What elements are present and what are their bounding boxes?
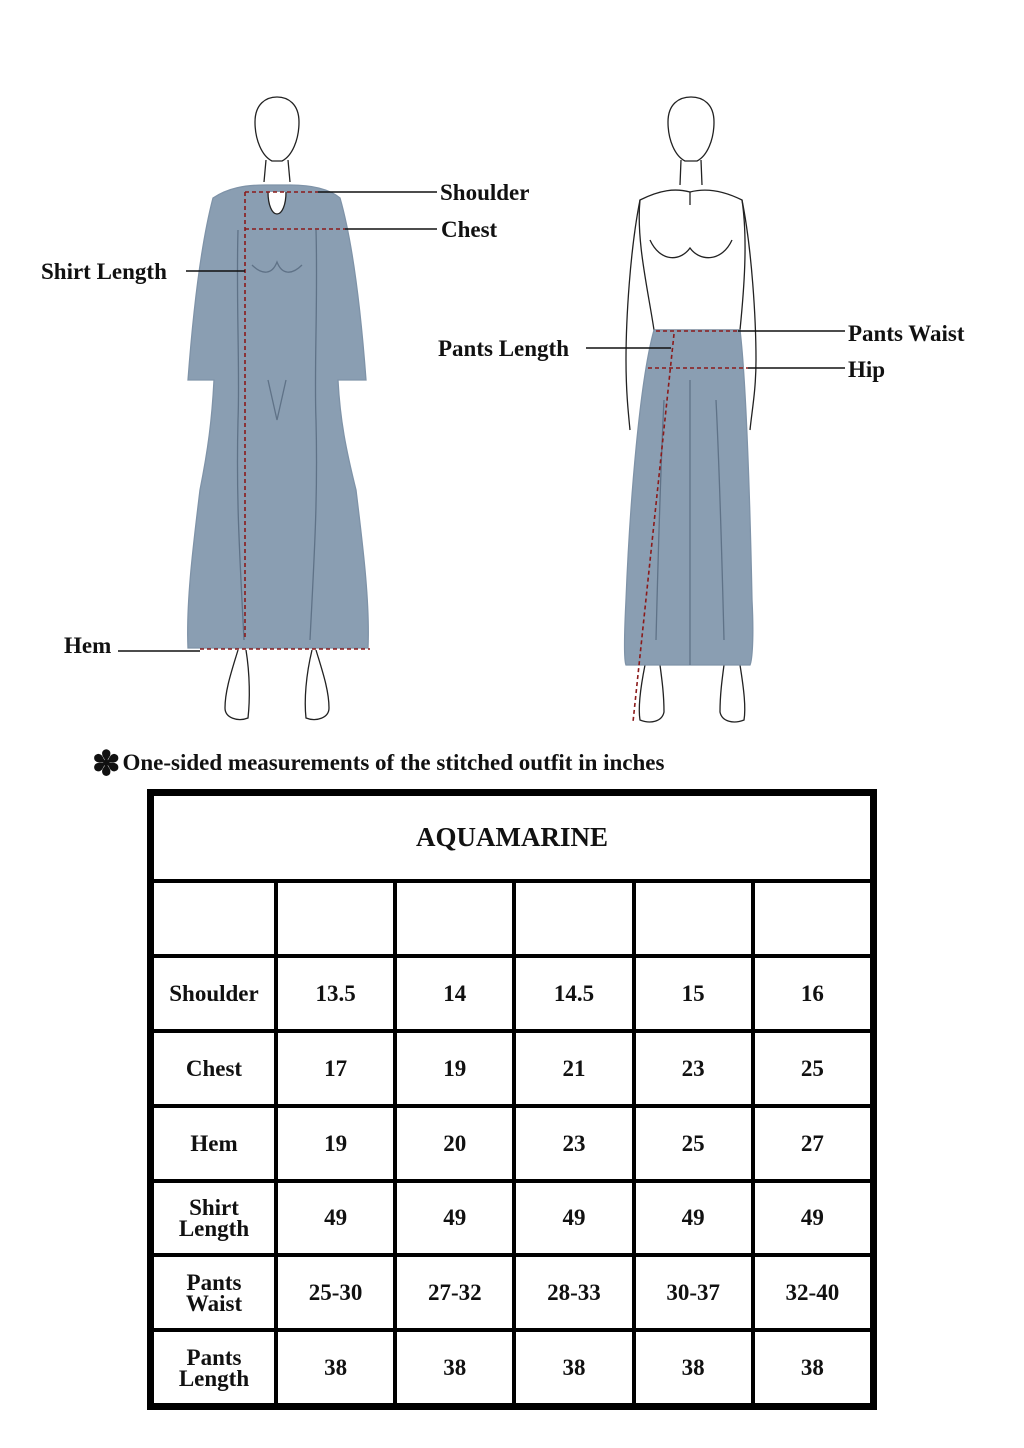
table-cell: 49: [634, 1181, 753, 1256]
note-text: One-sided measurements of the stitched outfit in inches: [122, 750, 665, 775]
size-header-row: [152, 881, 872, 956]
table-row-pants-length: [152, 1330, 872, 1405]
table-cell: 17: [276, 1031, 395, 1106]
row-label: Pants Waist: [152, 1255, 276, 1330]
table-cell: 13.5: [276, 956, 395, 1031]
table-cell: 49: [753, 1181, 872, 1256]
label-shoulder: Shoulder: [440, 180, 530, 205]
size-header-cell: [514, 881, 633, 956]
label-pants-length: Pants Length: [438, 336, 569, 361]
table-title-row: [152, 794, 872, 881]
table-cell: 21: [514, 1031, 633, 1106]
table-cell: 28-33: [514, 1255, 633, 1330]
size-header-cell: [276, 881, 395, 956]
table-cell: 14: [395, 956, 514, 1031]
table-cell: 38: [753, 1330, 872, 1405]
size-header-cell: [395, 881, 514, 956]
figure-pants: [625, 97, 757, 722]
table-cell: 27: [753, 1106, 872, 1181]
table-row-shirt-length: [152, 1181, 872, 1256]
table-cell: 49: [514, 1181, 633, 1256]
measurement-note: [92, 746, 665, 783]
table-row-hem: [152, 1106, 872, 1181]
size-chart-table: [147, 789, 877, 1410]
table-cell: 15: [634, 956, 753, 1031]
table-cell: 14.5: [514, 956, 633, 1031]
table-cell: 38: [276, 1330, 395, 1405]
table-cell: 25: [753, 1031, 872, 1106]
row-label: Hem: [152, 1106, 276, 1181]
table-cell: 49: [276, 1181, 395, 1256]
table-cell: 49: [395, 1181, 514, 1256]
table-cell: 23: [634, 1031, 753, 1106]
table-title: AQUAMARINE: [152, 794, 872, 881]
table-cell: 19: [276, 1106, 395, 1181]
table-cell: 19: [395, 1031, 514, 1106]
table-cell: 38: [514, 1330, 633, 1405]
table-cell: 16: [753, 956, 872, 1031]
table-cell: 23: [514, 1106, 633, 1181]
table-cell: 20: [395, 1106, 514, 1181]
label-pants-waist: Pants Waist: [848, 321, 965, 346]
size-header-cell: [753, 881, 872, 956]
table-cell: 27-32: [395, 1255, 514, 1330]
table-cell: 38: [395, 1330, 514, 1405]
header-corner-cell: [152, 881, 276, 956]
table-cell: 38: [634, 1330, 753, 1405]
label-hem: Hem: [64, 633, 112, 658]
table-cell: 30-37: [634, 1255, 753, 1330]
asterisk-flower-icon: ✽: [92, 746, 121, 783]
label-shirt-length: Shirt Length: [41, 259, 167, 284]
row-label: Chest: [152, 1031, 276, 1106]
table-row-shoulder: [152, 956, 872, 1031]
row-label: Pants Length: [152, 1330, 276, 1405]
label-hip: Hip: [848, 357, 886, 382]
table-cell: 25-30: [276, 1255, 395, 1330]
size-header-cell: [634, 881, 753, 956]
row-label: Shoulder: [152, 956, 276, 1031]
table-row-chest: [152, 1031, 872, 1106]
table-row-pants-waist: [152, 1255, 872, 1330]
figure-shirt: [188, 97, 369, 720]
table-cell: 25: [634, 1106, 753, 1181]
table-cell: 32-40: [753, 1255, 872, 1330]
row-label: Shirt Length: [152, 1181, 276, 1256]
label-chest: Chest: [441, 217, 498, 242]
